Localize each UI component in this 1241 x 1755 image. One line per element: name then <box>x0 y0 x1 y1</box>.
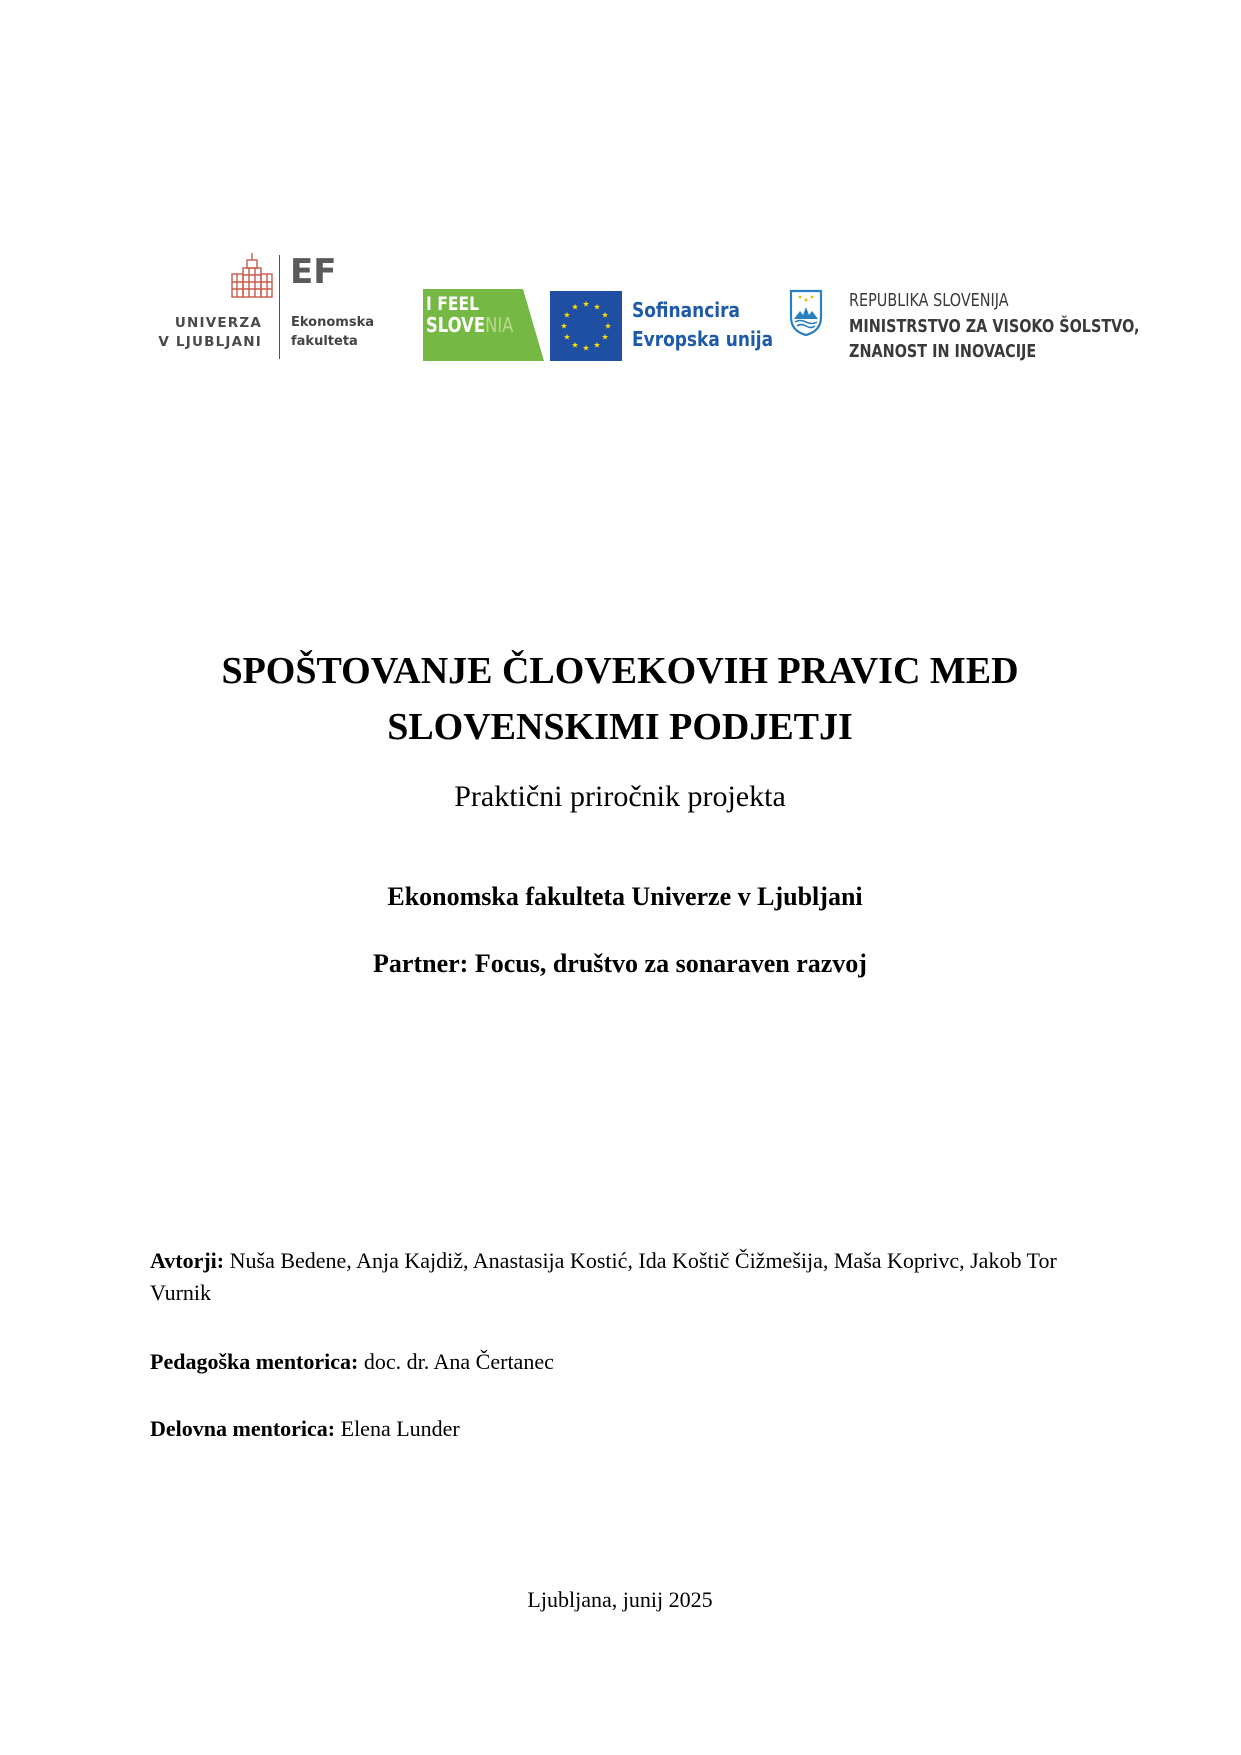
logo-divider <box>279 255 280 359</box>
eu-text-line2: Evropska unija <box>632 327 774 351</box>
document-title-line2: SLOVENSKIMI PODJETJI <box>387 706 853 748</box>
eu-flag-icon <box>550 291 622 361</box>
pedagogical-mentor-line <box>150 1346 1090 1378</box>
partner-label: Partner: <box>373 949 469 978</box>
ministry-name-line1: MINISTRSTVO ZA VISOKO ŠOLSTVO, <box>849 316 1140 337</box>
slovenia-text <box>426 314 513 336</box>
document-subtitle: Praktični priročnik projekta <box>454 780 786 813</box>
work-mentor-line <box>150 1413 1090 1445</box>
ministry-name-line2: ZNANOST IN INOVACIJE <box>849 341 1037 362</box>
place-and-date: Ljubljana, junij 2025 <box>527 1587 713 1612</box>
authors-line <box>150 1245 1090 1309</box>
eu-cofunding-text <box>632 296 773 354</box>
authors-value: Nuša Bedene, Anja Kajdiž, Anastasija Kostić, Ida Koštič Čižmešija, Maša Koprivc, Jakob Tor Vurnik <box>150 1248 1057 1305</box>
i-feel-slovenia-logo <box>423 289 544 361</box>
partner-line <box>120 949 1120 979</box>
ef-mark: EF <box>290 252 337 292</box>
pedagogical-mentor-label: Pedagoška mentorica: <box>150 1349 359 1374</box>
document-title-line1: SPOŠTOVANJE ČLOVEKOVIH PRAVIC MED <box>221 650 1019 692</box>
university-name-line1: UNIVERZA <box>174 315 262 331</box>
i-feel-text: I FEEL <box>426 293 480 315</box>
authors-label: Avtorji: <box>150 1248 225 1273</box>
faculty-name-line2: fakulteta <box>291 334 358 349</box>
university-name-line2: V LJUBLJANI <box>158 334 262 350</box>
work-mentor-value: Elena Lunder <box>340 1416 460 1441</box>
pedagogical-mentor-value: doc. dr. Ana Čertanec <box>363 1349 554 1374</box>
slovenia-coat-of-arms-icon <box>789 289 823 337</box>
university-building-icon <box>230 252 274 298</box>
slovenia-text-part1: SLOVE <box>426 313 486 337</box>
eu-text-line1: Sofinancira <box>632 298 740 322</box>
document-title <box>120 643 1120 755</box>
work-mentor-label: Delovna mentorica: <box>150 1416 336 1441</box>
slovenia-text-part2: NIA <box>485 313 514 337</box>
university-logo <box>158 252 386 362</box>
partner-value: Focus, društvo za sonaraven razvoj <box>474 949 867 978</box>
faculty-name: Ekonomska fakulteta Univerze v Ljubljani <box>387 882 863 911</box>
faculty-name-line1: Ekonomska <box>291 315 374 330</box>
ministry-republic-text: REPUBLIKA SLOVENIJA <box>849 290 1009 311</box>
